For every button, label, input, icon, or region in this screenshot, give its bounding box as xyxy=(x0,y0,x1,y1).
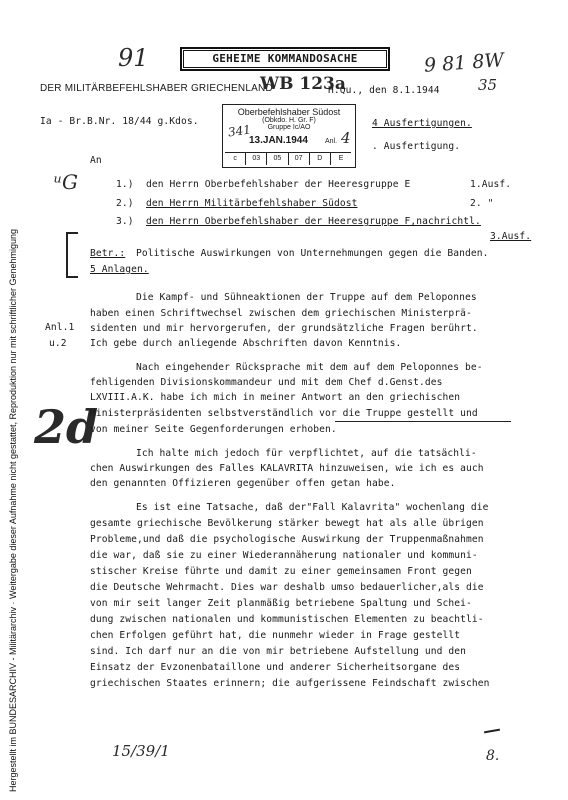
body-line: LXVIII.A.K. habe ich mich in meiner Antwort an den griechischen xyxy=(90,392,461,403)
stamp-anl-value: 4 xyxy=(341,129,351,147)
body-line: sidenten und mir hervorgerufen, der grundsätzliche Fragen berührt. xyxy=(90,323,478,334)
body-line: griechischen Staates erinnern; die aufgerissene Feindschaft zwischen xyxy=(90,678,490,689)
margin-note-attachment: Anl.1 xyxy=(45,322,75,333)
handwritten-top-right: 9 81 8W xyxy=(423,49,505,77)
body-line: chen Erfolgen geführt hat, die nunmehr wieder in Frage gestellt xyxy=(90,630,461,641)
body-line: stischer Kreise führte und damit zu einer gemeinsamen Front gegen xyxy=(90,566,472,577)
recipient-copy: 3.Ausf. xyxy=(490,231,532,242)
body-line: fehligenden Divisionskommandeur und mit dem Chef d.Genst.des xyxy=(90,377,443,388)
body-line: Ministerpräsidenten selbstverständlich vor die Truppe gestellt und xyxy=(90,408,478,419)
body-line: dung zwischen nationalen und kommunistischen Elementen zu beachtli- xyxy=(90,614,484,625)
underline-mark xyxy=(335,421,511,422)
stamp-cell: E xyxy=(338,155,344,162)
attachments-count: 5 Anlagen. xyxy=(90,264,149,275)
body-line: Nach eingehender Rücksprache mit dem auf dem Peloponnes be- xyxy=(136,362,483,373)
classification-label: GEHEIME KOMMANDOSACHE xyxy=(212,52,358,65)
body-line: Ich halte mich jedoch für verpflichtet, auf die tatsächli- xyxy=(136,448,477,459)
stamp-cell: 05 xyxy=(267,153,288,165)
body-line: den genannten Offizieren gegenüber offen getan habe. xyxy=(90,478,396,489)
stamp-group: Gruppe Ic/AO xyxy=(267,124,311,131)
body-line: gesamte griechische Bevölkerung stärker bewegt hat als alle übrigen xyxy=(90,518,484,529)
body-line: haben einen Schriftwechsel zwischen dem griechischen Ministerprä- xyxy=(90,308,472,319)
archive-note: Hergestellt im BUNDESARCHIV - Militärarchiv · Weitergabe dieser Aufnahme nicht gestattet, Reproduktion nur mit schriftlicher Genehmigung xyxy=(8,228,18,792)
subject-label: Betr.: xyxy=(90,248,126,259)
reference-number: Ia - Br.B.Nr. 18/44 g.Kdos. xyxy=(40,116,199,127)
body-line: von mir seit langer Zeit planmäßig betriebene Spaltung und Schei- xyxy=(90,598,472,609)
stamp-cell: 07 xyxy=(289,153,310,165)
body-line: die Deutsche Wehrmacht. Dies war deshalb umso bedauerlicher,als die xyxy=(90,582,484,593)
body-line: die war, daß sie zu einer Wiederannäherung nationaler und kommuni- xyxy=(90,550,478,561)
handwritten-top-left: 91 xyxy=(118,44,149,72)
body-line: Einsatz der Evzonenbataillone und anderer Sicherheitsorgane des xyxy=(90,662,461,673)
handwritten-reference: WB 123a xyxy=(260,74,346,94)
body-line: Ich gebe durch anliegende Abschriften davon Kenntnis. xyxy=(90,338,402,349)
issuing-authority: DER MILITÄRBEFEHLSHABER GRIECHENLAND xyxy=(40,83,273,94)
stamp-cell: D xyxy=(310,153,331,165)
body-line: von meiner Seite Gegenforderungen erhoben. xyxy=(90,424,337,435)
recipient-number: 3.) xyxy=(116,216,134,227)
location-date: H.Qu., den 8.1.1944 xyxy=(328,85,440,96)
page-number: 8. xyxy=(486,748,500,764)
handwritten-number: 35 xyxy=(478,76,498,94)
stamp-grid xyxy=(225,152,351,165)
body-line: Die Kampf- und Sühneaktionen der Truppe auf dem Peloponnes xyxy=(136,292,477,303)
recipient-copy: 1.Ausf. xyxy=(470,179,512,190)
body-line: Probleme,und daß die psychologische Auswirkung der Truppenmaßnahmen xyxy=(90,534,484,545)
stamp-cell: c xyxy=(225,153,246,165)
body-line: sind. Ich darf nur an die von mir betriebene Aufstellung und den xyxy=(90,646,467,657)
handwritten-bottom: 15/39/1 xyxy=(112,742,170,760)
classification-box xyxy=(180,47,390,71)
stamp-org: Oberbefehlshaber Südost xyxy=(237,107,341,117)
stamp-suborg: (Obkdo. H. Gr. F) xyxy=(262,117,316,124)
hand-mark xyxy=(484,729,500,734)
recipient-number: 2.) xyxy=(116,198,134,209)
handwritten-margin-big: 2d xyxy=(34,400,99,454)
stamp-hand-number: 341 xyxy=(227,122,252,140)
recipient-name: den Herrn Oberbefehlshaber der Heeresgruppe E xyxy=(146,179,411,190)
stamp-cell: 03 xyxy=(246,153,267,165)
stamp-date: 13.JAN.1944 xyxy=(249,135,308,146)
copy-number: . Ausfertigung. xyxy=(372,141,461,152)
recipient-copy: 2. " xyxy=(470,198,494,209)
body-line: Es ist eine Tatsache, daß der"Fall Kalavrita" wochenlang die xyxy=(136,502,489,513)
copies-count: 4 Ausfertigungen. xyxy=(372,118,472,129)
recipient-name: den Herrn Oberbefehlshaber der Heeresgruppe F,nachrichtl. xyxy=(146,216,481,227)
recipient-number: 1.) xyxy=(116,179,134,190)
margin-note-and: u.2 xyxy=(49,338,67,349)
handwritten-margin-mark: ᵘG xyxy=(54,170,78,194)
subject-text: Politische Auswirkungen von Unternehmungen gegen die Banden. xyxy=(136,248,489,259)
recipient-name: den Herrn Militärbefehlshaber Südost xyxy=(146,198,358,209)
stamp-anl-label: Anl. xyxy=(325,138,338,145)
bracket-mark xyxy=(66,232,78,278)
recipients-to: An xyxy=(90,155,102,166)
body-line: chen Auswirkungen des Falles KALAVRITA hinzuweisen, wie ich es auch xyxy=(90,463,484,474)
